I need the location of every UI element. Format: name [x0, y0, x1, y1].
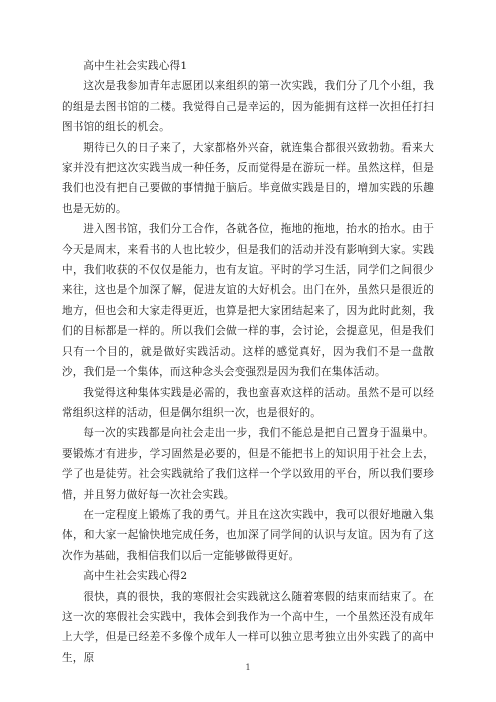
- paragraph: 在一定程度上锻炼了我的勇气。并且在这次实践中，我可以很好地融入集体，和大家一起愉快地完成任务，也加深了同学间的认识与友谊。因为有了这次作为基础，我相信我们以后一定能够做得更好。: [62, 508, 434, 562]
- paragraph: 我觉得这种集体实践是必需的，我也蛮喜欢这样的活动。虽然不是可以经常组织这样的活动，但是偶尔组织一次，也是很好的。: [62, 386, 434, 419]
- essay-title-1: 高中生社会实践心得1: [83, 60, 188, 72]
- paragraph: 这次是我参加青年志愿团以来组织的第一次实践，我们分了几个小组，我的组是去图书馆的二楼。我觉得自己是幸运的，因为能拥有这样一次担任打扫图书馆的组长的机会。: [62, 80, 434, 134]
- paragraph: 很快，真的很快，我的寒假社会实践就这么随着寒假的结束而结束了。在这一次的寒假社会实践中，我体会到我作为一个高中生，一个虽然还没有成年上大学，但是已经差不多像个成年人一样可以独立思考独立出外实践了的高中生，原: [62, 590, 434, 664]
- paragraph: 每一次的实践都是向社会走出一步，我们不能总是把自己置身于温巢中。要锻炼才有进步，学习固然是必要的，但是不能把书上的知识用于社会上去，学了也是徒劳。社会实践就给了我们这样一个学以致用的平台，所以我们要珍惜，并且努力做好每一次社会实践。: [62, 427, 434, 501]
- essay-title-2: 高中生社会实践心得2: [83, 570, 188, 583]
- paragraph: 进入图书馆，我们分工合作，各就各位，拖地的拖地，抬水的抬水。由于今天是周末，来看书的人也比较少，但是我们的活动并没有影响到大家。实践中，我们收获的不仅仅是能力，也有友谊。平时的学习生活，同学们之间很少来往，这也是个加深了解，促进友谊的大好机会。出门在外，虽然只是很近的地方，但也会和大家走得更近，也算是把大家团结起来了，因为此时此刻，我们的目标都是一样的。所以我们会做一样的事，会讨论，会提意见，但是我们只有一个目的，就是做好实践活动。这样的感觉真好，因为我们不是一盘散沙，我们是一个集体，而这种念头会变强烈是因为我们在集体活动。: [62, 223, 434, 379]
- page-number: 1: [245, 663, 251, 672]
- paragraph: 期待已久的日子来了，大家都格外兴奋，就连集合都很兴致勃勃。看来大家并没有把这次实践当成一种任务，反而觉得是在游玩一样。虽然这样，但是我们也没有把自己要做的事情抛于脑后。毕竟做实践是目的，增加实践的乐趣也是无妨的。: [62, 141, 434, 215]
